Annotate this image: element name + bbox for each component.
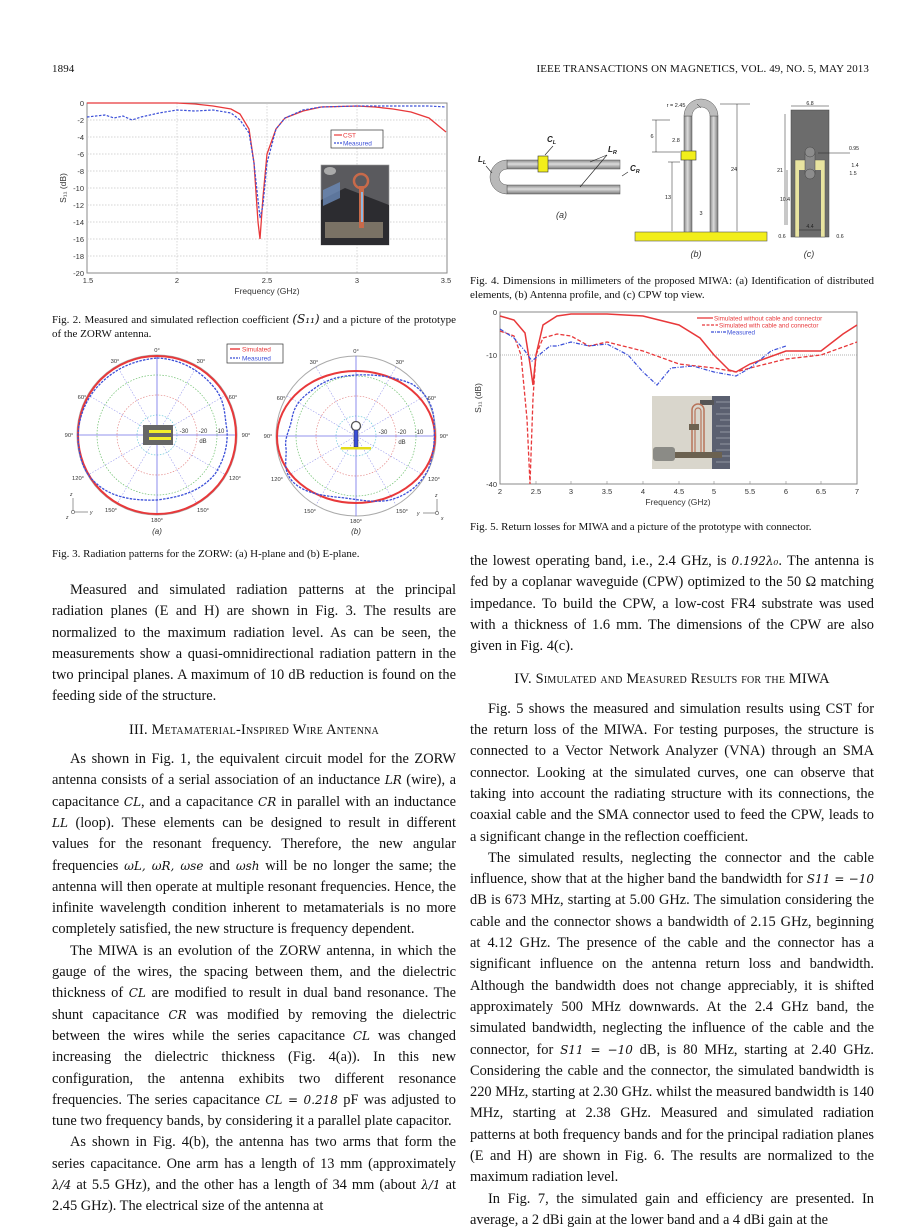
figure-3-caption: Fig. 3. Radiation patterns for the ZORW: (a) H-plane and (b) E-plane. — [52, 548, 360, 560]
svg-text:3: 3 — [568, 487, 574, 496]
svg-text:-6: -6 — [77, 150, 84, 159]
paragraph: As shown in Fig. 1, the equivalent circuit model for the ZORW antenna consists of a serial association of an inductance LR (wire), a capacitance CL, and a capacitance CR in parallel with an inductance LL (loop). These elements can be designed to result in different values for the resonant frequency. Therefore, the new angular frequencies ωL, ωR, ωse and ωsh will be no longer the same; the antenna will then operate at multiple resonant frequencies. Hence, the infinite wavelength condition inherent to metamaterials is no more completely satisfied, the new structure is frequency dependent. — [52, 751, 457, 938]
svg-text:30°: 30° — [110, 359, 120, 365]
svg-text:Measured: Measured — [727, 329, 756, 337]
svg-text:dB: dB — [398, 440, 406, 446]
svg-text:-8: -8 — [77, 167, 84, 176]
svg-text:0°: 0° — [154, 348, 160, 354]
svg-text:-4: -4 — [77, 133, 84, 142]
figure-5-chart — [465, 302, 875, 510]
svg-text:3.5: 3.5 — [601, 487, 613, 496]
svg-text:dB: dB — [199, 439, 207, 445]
svg-text:Simulated: Simulated — [242, 346, 271, 354]
svg-text:CST: CST — [343, 132, 356, 140]
svg-text:90°: 90° — [241, 433, 251, 439]
svg-text:4: 4 — [640, 487, 646, 496]
svg-text:90°: 90° — [263, 434, 273, 440]
svg-text:2: 2 — [174, 276, 180, 285]
svg-text:0.6: 0.6 — [778, 234, 786, 240]
svg-text:60°: 60° — [228, 395, 238, 401]
svg-text:-12: -12 — [73, 201, 84, 210]
svg-text:30°: 30° — [309, 360, 319, 366]
svg-text:y: y — [90, 510, 93, 516]
svg-text:30°: 30° — [395, 360, 405, 366]
svg-text:-30: -30 — [179, 429, 189, 435]
svg-text:Frequency (GHz): Frequency (GHz) — [645, 497, 711, 507]
svg-text:6: 6 — [783, 487, 789, 496]
svg-text:7: 7 — [854, 487, 860, 496]
svg-text:0.95: 0.95 — [848, 146, 860, 152]
sub-label-c: (c) — [803, 249, 815, 259]
sub-label-b: (b) — [690, 249, 702, 259]
figure-2-chart — [48, 92, 460, 304]
polar-a — [65, 348, 251, 524]
figure-2-caption — [52, 312, 456, 341]
svg-text:5: 5 — [711, 487, 717, 496]
page-number: 1894 — [52, 63, 75, 75]
svg-text:6.8: 6.8 — [806, 101, 814, 107]
svg-text:z: z — [435, 493, 438, 499]
svg-text:60°: 60° — [276, 396, 286, 402]
sub-label-a: (a) — [152, 527, 162, 536]
svg-text:1.4: 1.4 — [851, 163, 859, 169]
svg-text:-40: -40 — [486, 480, 497, 489]
svg-text:Simulated without cable and co: Simulated without cable and connector — [714, 315, 823, 323]
svg-text:90°: 90° — [439, 434, 449, 440]
svg-text:60°: 60° — [427, 396, 437, 402]
svg-text:4.5: 4.5 — [673, 487, 685, 496]
paragraph: The simulated results, neglecting the connector and the cable influence, show that at the higher band the bandwidth for S11 = −10 dB is 673 MHz, starting at 5.00 GHz. The simulation considering the cable and the connector shows a bandwidth of 2.15 GHz, beginning at 4.12 GHz. The presence of the cable and the connector has a significant influence on the antenna return loss and bandwidth. Although the bandwidth does not change appreciably, it is shifted approximately 500 MHz downwards. At the 2.4 GHz band, the simulated bandwidth, neglecting the influence of the cable and the connector, for S11 = −10 dB, is 80 MHz, starting at 2.40 GHz. Considering the cable and the connector, the simulated bandwidth is 220 MHz, starting at 2.30 GHz. whilst the measured bandwidth is 140 MHz, starting at 2.38 GHz. Measured and simulated radiation patterns at both frequency bands and for the principal radiation planes (E and H) are shown in Fig. 6. The results are normalized to the maximum radiation level. — [470, 849, 875, 1186]
figure-4-diagram — [465, 92, 875, 267]
paragraph: In Fig. 7, the simulated gain and efficiency are presented. In average, a 2 dBi gain at the lower band and a 4 dBi gain at the — [470, 1190, 874, 1228]
svg-text:180°: 180° — [350, 519, 362, 525]
svg-text:-20: -20 — [198, 429, 208, 435]
svg-text:CR: $C_R$ — [630, 164, 640, 175]
right-column-body — [470, 551, 874, 1231]
svg-text:z: z — [70, 492, 73, 498]
svg-text:-14: -14 — [73, 218, 84, 227]
figure-3-polar-charts — [48, 340, 460, 540]
svg-text:6.5: 6.5 — [815, 487, 827, 496]
svg-text:-18: -18 — [73, 252, 84, 261]
svg-text:2: 2 — [497, 487, 503, 496]
svg-text:90°: 90° — [64, 433, 74, 439]
paragraph: Fig. 5 shows the measured and simulation results using CST for the return loss of the MIWA. For testing purposes, the structure is connected to a Vector Network Analyzer (VNA) through an SMA connector. Looking at the simulated curves, one can observe that taking into account the radiating structure with its connections, the coaxial cable and the SMA connector used to feed the CPW, leads to a significant change in the reflection coefficient. — [470, 700, 874, 845]
svg-text:Frequency (GHz): Frequency (GHz) — [234, 286, 300, 296]
svg-text:0.6: 0.6 — [836, 234, 844, 240]
svg-text:2.5: 2.5 — [530, 487, 542, 496]
svg-text:-20: -20 — [397, 430, 407, 436]
svg-text:120°: 120° — [271, 477, 283, 483]
svg-text:Measured: Measured — [242, 355, 271, 363]
svg-text:y: y — [417, 511, 420, 517]
svg-text:150°: 150° — [396, 509, 408, 515]
svg-text:120°: 120° — [428, 477, 440, 483]
svg-text:150°: 150° — [304, 509, 316, 515]
svg-text:150°: 150° — [197, 508, 209, 514]
paragraph: Measured and simulated radiation patterns at the principal radiation planes (E and H) are shown in Fig. 3. The results are normalized to the maximum radiation level. As can be seen, the measurements show a quasi-omnidirectional radiation pattern in the two principal planes. A maximum of 10 dB reduction is found on the feeding side of the structure. — [52, 582, 456, 705]
svg-text:-30: -30 — [378, 430, 388, 436]
svg-text:x: x — [441, 516, 444, 522]
svg-text:1.5: 1.5 — [849, 171, 857, 177]
svg-text:LL: $L_L$ — [478, 155, 487, 166]
svg-text:3.5: 3.5 — [440, 276, 452, 285]
svg-text:r = 2.45: r = 2.45 — [666, 103, 686, 109]
svg-text:S₁₁ (dB): S₁₁ (dB) — [58, 173, 68, 203]
svg-text:2.8: 2.8 — [672, 138, 680, 144]
caption-math: (S₁₁) — [292, 312, 320, 326]
svg-text:LR: $L_R$ — [608, 145, 617, 156]
svg-text:6: 6 — [650, 134, 654, 140]
section-heading-iv: IV. Simulated and Measured Results for the MIWA — [514, 671, 830, 688]
svg-text:-16: -16 — [73, 235, 84, 244]
svg-text:-20: -20 — [73, 269, 84, 278]
svg-text:2.5: 2.5 — [261, 276, 273, 285]
svg-text:S₁₁ (dB): S₁₁ (dB) — [473, 383, 483, 413]
section-heading-iii: III. Metamaterial-Inspired Wire Antenna — [129, 721, 379, 738]
svg-text:3: 3 — [354, 276, 360, 285]
svg-text:-10: -10 — [73, 184, 84, 193]
svg-text:21: 21 — [777, 168, 783, 174]
svg-text:0: 0 — [492, 308, 497, 317]
svg-text:z: z — [66, 515, 69, 521]
svg-text:3: 3 — [699, 211, 703, 217]
svg-text:1.5: 1.5 — [82, 276, 94, 285]
figure-5-caption: Fig. 5. Return losses for MIWA and a picture of the prototype with connector. — [470, 521, 812, 533]
svg-text:24: 24 — [730, 167, 738, 173]
svg-text:Simulated with cable and conne: Simulated with cable and connector — [719, 322, 819, 330]
svg-text:5.5: 5.5 — [744, 487, 756, 496]
svg-text:13: 13 — [664, 195, 672, 201]
paragraph: The MIWA is an evolution of the ZORW antenna, in which the gauge of the wires, the spacing between them, and the dielectric thickness of CL are modified to result in dual band resonance. The shunt capacitance CR was modified by removing the dielectric between the wires while the series capacitance CL was changed increasing the dielectric thickness (Fig. 4(a)). In this new configuration, the antenna exhibits two different resonance frequencies. The series capacitance CL = 0.218 pF was adjusted to tune two frequency bands, by considering it a parallel plate capacitor. — [52, 942, 457, 1130]
svg-text:0: 0 — [79, 99, 84, 108]
figure-4-caption: Fig. 4. Dimensions in millimeters of the proposed MIWA: (a) Identification of distributed elements, (b) Antenna profile, and (c) CPW top view. — [470, 275, 874, 301]
svg-text:Measured: Measured — [343, 140, 372, 148]
sub-label-b: (b) — [351, 527, 361, 536]
svg-text:60°: 60° — [77, 395, 87, 401]
journal-header: IEEE TRANSACTIONS ON MAGNETICS, VOL. 49, NO. 5, MAY 2013 — [536, 63, 869, 75]
caption-text: Fig. 2. Measured and simulated reflection coefficient — [52, 314, 293, 326]
svg-text:30°: 30° — [196, 359, 206, 365]
svg-text:-10: -10 — [414, 430, 424, 436]
svg-text:0°: 0° — [353, 349, 359, 355]
polar-b — [264, 349, 449, 525]
left-column-body — [52, 580, 456, 1218]
svg-text:4.4: 4.4 — [806, 224, 814, 230]
paragraph: As shown in Fig. 4(b), the antenna has two arms that form the series capacitance. One arm has a length of 13 mm (approximately λ/4 at 5.5 GHz), and the other has a length of 34 mm (about λ/1 at 2.45 GHz). The electrical size of the antenna at — [52, 1134, 456, 1215]
svg-text:120°: 120° — [72, 476, 84, 482]
svg-text:180°: 180° — [151, 518, 163, 524]
svg-text:-10: -10 — [486, 351, 497, 360]
svg-text:CL: $C_L$ — [547, 135, 557, 146]
sub-label-a: (a) — [556, 210, 567, 220]
svg-text:120°: 120° — [229, 476, 241, 482]
svg-text:10.4: 10.4 — [779, 197, 791, 203]
svg-text:-2: -2 — [77, 116, 84, 125]
svg-text:150°: 150° — [105, 508, 117, 514]
svg-text:-10: -10 — [215, 429, 225, 435]
caption-text: and a picture of the prototype of the ZORW antenna. — [52, 314, 456, 340]
paragraph: the lowest operating band, i.e., 2.4 GHz, is 0.192λ₀. The antenna is fed by a coplanar waveguide (CPW) optimized to the 50 Ω matching impedance. To build the CPW, a low-cost FR4 substrate was used with a thickness of 1.6 mm. The dimensions of the CPW are also given in Fig. 4(c). — [470, 553, 874, 655]
